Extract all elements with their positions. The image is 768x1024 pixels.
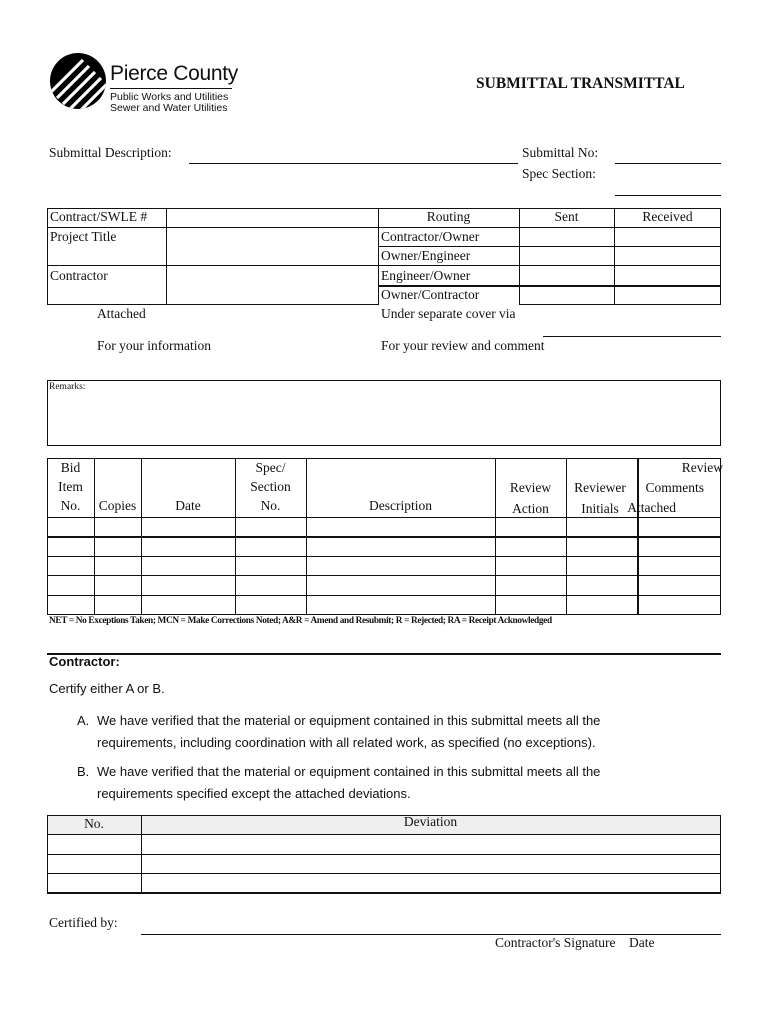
routing-item: Contractor/Owner [381, 229, 480, 244]
separate-cover-input[interactable] [543, 336, 721, 337]
deviation-header: Deviation [403, 814, 458, 829]
option-a-line1: We have verified that the material or equipment contained in this submittal meets all the [97, 713, 601, 728]
contractor-signature-label: Contractor's Signature [495, 935, 616, 950]
spec-section-input[interactable] [615, 195, 721, 196]
org-line1: Public Works and Utilities [110, 91, 229, 103]
logo-divider [110, 88, 232, 89]
option-a-marker: A. [77, 713, 90, 728]
attached-option[interactable]: Attached [97, 306, 146, 321]
submittal-no-input[interactable] [615, 163, 721, 164]
description-header: Description [369, 498, 432, 513]
reviewer-initials-header: Reviewer Initials [574, 480, 626, 516]
pierce-county-logo-icon [49, 52, 107, 110]
submittal-description-input[interactable] [189, 163, 518, 164]
contractor-heading: Contractor: [49, 654, 120, 669]
copies-header: Copies [98, 498, 137, 513]
page-title: SUBMITTAL TRANSMITTAL [476, 75, 685, 92]
submittal-description-label: Submittal Description: [49, 145, 172, 160]
separate-cover-option[interactable]: Under separate cover via [381, 306, 516, 321]
spec-section-header: Spec/ Section No. [250, 460, 291, 513]
review-action-header: Review Action [509, 480, 552, 516]
contractor-divider [47, 653, 721, 655]
org-line2: Sewer and Water Utilities [110, 102, 228, 114]
legend-note: NET = No Exceptions Taken; MCN = Make Corrections Noted; A&R = Amend and Resubmit; R = Rejected; RA = Receipt Acknowledged [49, 616, 552, 626]
date-label: Date [629, 935, 655, 950]
routing-header: Routing [426, 209, 471, 224]
certify-text: Certify either A or B. [49, 681, 165, 696]
bid-item-header: Bid Item No. [58, 460, 83, 513]
submittal-no-label: Submittal No: [522, 145, 599, 160]
routing-item: Owner/Contractor [381, 287, 480, 302]
project-title-label: Project Title [50, 229, 117, 244]
date-header: Date [175, 498, 201, 513]
contract-label: Contract/SWLE # [50, 209, 148, 224]
option-b-line1: We have verified that the material or equipment contained in this submittal meets all the [97, 764, 601, 779]
received-header: Received [642, 209, 693, 224]
sent-header: Sent [554, 209, 579, 224]
review-comment-option[interactable]: For your review and comment [381, 338, 545, 353]
remarks-label: Remarks: [49, 382, 86, 392]
routing-item: Engineer/Owner [381, 268, 471, 283]
for-your-information-option[interactable]: For your information [97, 338, 211, 353]
option-a-line2: requirements, including coordination with all related work, as specified (no exceptions). [97, 735, 596, 750]
certified-by-label: Certified by: [49, 915, 118, 930]
review-comments-header: Review Comments Attached [627, 460, 723, 515]
remarks-box[interactable] [47, 380, 721, 446]
deviation-no-header: No. [84, 816, 104, 831]
option-b-line2: requirements specified except the attached deviations. [97, 786, 411, 801]
option-b-marker: B. [77, 764, 90, 779]
routing-item: Owner/Engineer [381, 248, 471, 263]
contractor-label: Contractor [50, 268, 108, 283]
spec-section-label: Spec Section: [522, 166, 596, 181]
org-name: Pierce County [110, 62, 238, 85]
